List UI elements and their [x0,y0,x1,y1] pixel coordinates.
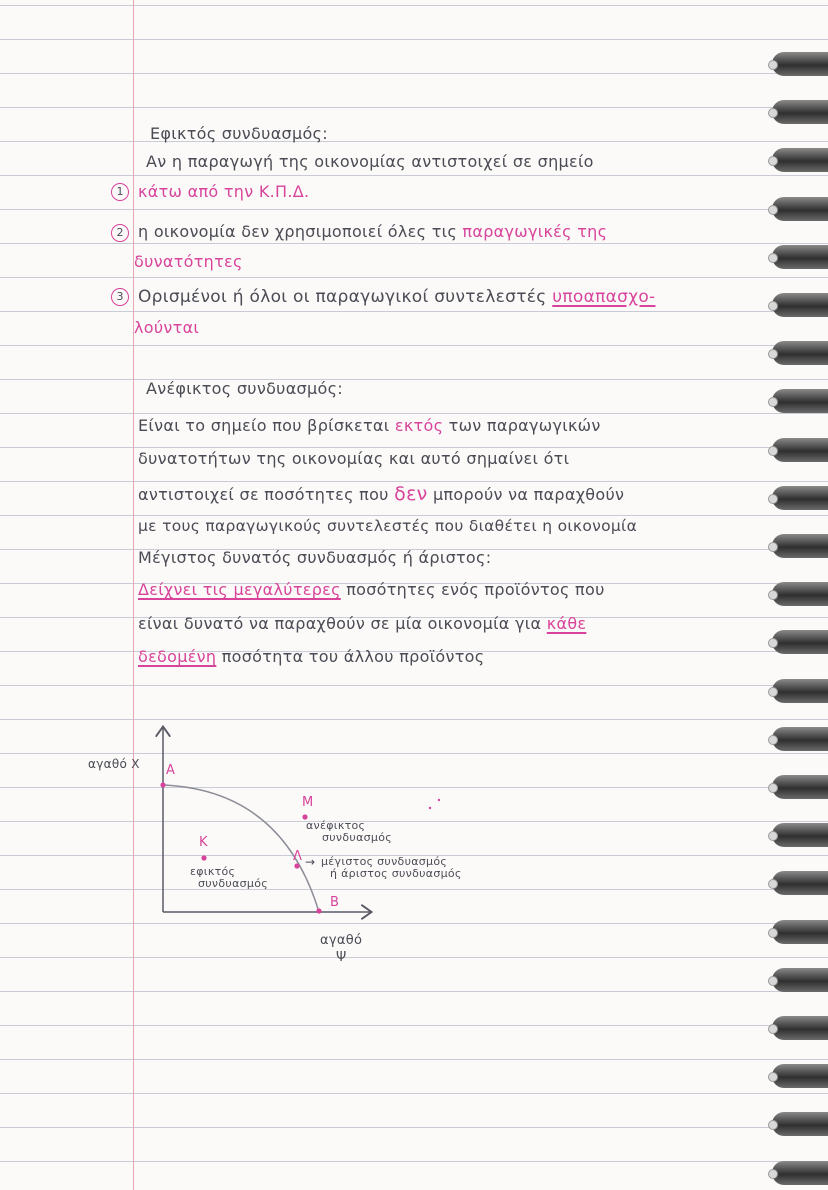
binding-ring [772,341,828,365]
binding-ring [772,100,828,124]
label-m-1: ανέφικτος [306,819,366,832]
section3-line2-start: είναι δυνατό να παραχθούν σε μία οικονομία για [138,614,542,633]
stray-dot [429,807,431,809]
section2-title: Ανέφικτος συνδυασμός: [146,379,343,398]
label-k-1: εφικτός [190,865,236,878]
section2-line4: με τους παραγωγικούς συντελεστές που διαθέτει η οικονομία [138,517,638,535]
point-m-label: M [302,795,314,810]
section3-line3-end: ποσότητα του άλλου προϊόντος [221,647,485,666]
section2-line1-start: Είναι το σημείο που βρίσκεται [138,416,390,435]
binding-ring [772,293,828,317]
binding-ring [772,727,828,751]
section2-line3-pink: δεν [394,483,428,505]
x-axis-label-2: Ψ [336,950,347,965]
point-a-label: A [166,763,176,778]
point-k-label: K [199,835,208,850]
binding-ring [772,148,828,172]
binding-ring [772,389,828,413]
section2-line2: δυνατοτήτων της οικονομίας και αυτό σημαίνει ότι [138,449,570,468]
binding-ring [772,1112,828,1136]
point-lambda-label: Λ [293,849,303,864]
binding-ring [772,534,828,558]
binding-ring [772,438,828,462]
binding-ring [772,582,828,606]
section3-line2-ul: κάθε [546,614,587,633]
spiral-binding [768,0,828,1190]
lambda-arrow: → [305,855,316,869]
section2-line3-end: μπορούν να παραχθούν [432,485,625,504]
item2-text-start: η οικονομία δεν χρησιμοποιεί όλες τις [138,222,458,241]
binding-ring [772,920,828,944]
binding-ring [772,52,828,76]
stray-dot [438,799,440,801]
item2-text-cont: δυνατότητες [134,252,243,271]
binding-ring [772,871,828,895]
x-axis-label-1: αγαθό [320,933,363,948]
binding-ring [772,775,828,799]
binding-ring [772,486,828,510]
binding-ring [772,197,828,221]
section3-line1-end: ποσότητες ενός προϊόντος που [346,580,605,599]
label-k-2: συνδυασμός [198,877,268,890]
point-lambda-dot [294,863,299,868]
point-a-dot [160,782,165,787]
section1-title: Εφικτός συνδυασμός: [150,124,328,143]
section1-line1: Αν η παραγωγή της οικονομίας αντιστοιχεί σε σημείο [146,152,594,171]
binding-ring [772,1161,828,1185]
binding-ring [772,245,828,269]
binding-ring [772,823,828,847]
label-lambda-2: ή άριστος συνδυασμός [330,867,462,880]
item3-text-pink: υποαπασχο- [552,287,656,307]
binding-ring [772,1016,828,1040]
section3-line3-ul: δεδομένη [138,647,217,666]
item3-text-cont: λούνται [134,318,200,337]
point-b-label: B [330,895,340,910]
label-m-2: συνδυασμός [322,831,392,844]
binding-ring [772,630,828,654]
item3-text-start: Ορισμένοι ή όλοι οι παραγωγικοί συντελεστές [138,287,547,307]
y-axis-label: αγαθό X [88,757,140,771]
section3-line1-ul: Δείχνει τις μεγαλύτερες [138,580,341,599]
item2-number: 2 [111,224,129,242]
binding-ring [772,1064,828,1088]
section2-line3-start: αντιστοιχεί σε ποσότητες που [138,485,389,504]
section2-line1-pink: εκτός [394,416,444,435]
point-k-dot [201,855,206,860]
item3-number: 3 [111,288,129,306]
item1-number: 1 [111,183,129,201]
binding-ring [772,968,828,992]
item2-text-pink: παραγωγικές της [462,222,608,241]
section3-title: Μέγιστος δυνατός συνδυασμός ή άριστος: [138,548,492,567]
item1-text: κάτω από την Κ.Π.Δ. [138,182,310,201]
label-lambda-1: μέγιστος συνδυασμός [321,855,448,868]
section2-line1-end: των παραγωγικών [448,416,601,435]
binding-ring [772,679,828,703]
point-b-dot [316,908,321,913]
